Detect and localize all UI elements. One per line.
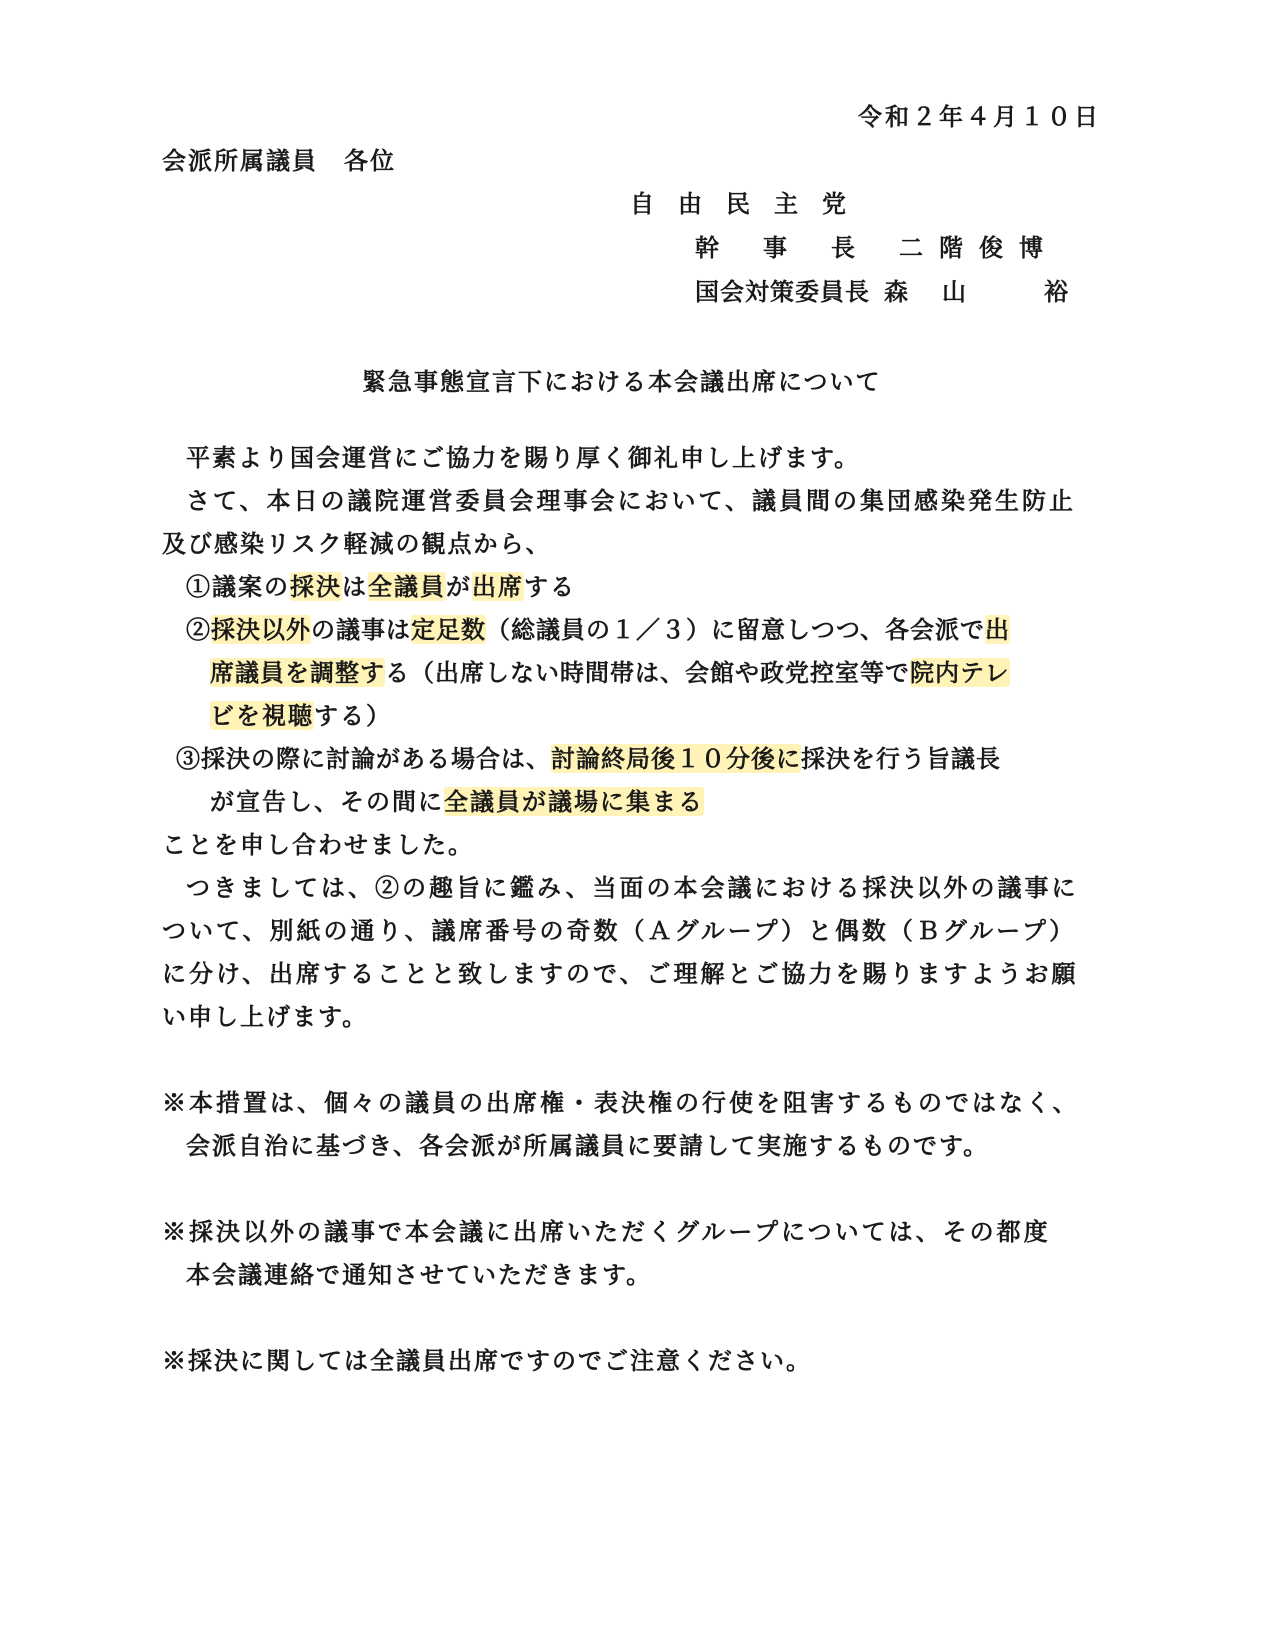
text-segment: する bbox=[524, 572, 576, 601]
item-3-line2 bbox=[210, 782, 704, 817]
item-3-line1 bbox=[176, 739, 1001, 774]
text-segment: する） bbox=[314, 701, 392, 730]
text-segment: 採決を行う旨議長 bbox=[801, 744, 1001, 773]
text-segment: ② bbox=[186, 615, 211, 644]
note-2-line2: 本会議連絡で通知させていただきます。 bbox=[186, 1260, 653, 1289]
note-1-line2: 会派自治に基づき、各会派が所属議員に要請して実施するものです。 bbox=[186, 1131, 990, 1160]
text-segment: が宣告し、その間に bbox=[210, 787, 444, 816]
secretary-general-title: 幹事長 bbox=[695, 233, 899, 262]
sender-secretary-general bbox=[695, 228, 1059, 263]
text-segment: ③採決の際に討論がある場合は、 bbox=[176, 744, 551, 773]
text-segment: ①議案の bbox=[186, 572, 290, 601]
highlighted-text: 採決 bbox=[290, 572, 342, 601]
text-segment: （総議員の１／３）に留意しつつ、各会派で bbox=[486, 615, 986, 644]
paragraph-greeting: 平素より国会運営にご協力を賜り厚く御礼申し上げます。 bbox=[186, 443, 861, 472]
highlighted-text: 採決以外 bbox=[211, 615, 311, 644]
paragraph-request-line1: つきましては、②の趣旨に鑑み、当面の本会議における採決以外の議事に bbox=[186, 873, 1079, 902]
item-1 bbox=[186, 567, 576, 602]
highlighted-text: 席議員を調整す bbox=[210, 658, 385, 687]
paragraph-agreement: ことを申し合わせました。 bbox=[162, 830, 474, 859]
item-2-line3 bbox=[210, 696, 392, 731]
paragraph-background-line1: さて、本日の議院運営委員会理事会において、議員間の集団感染発生防止 bbox=[186, 486, 1077, 515]
note-2-line1: ※採決以外の議事で本会議に出席いただくグループについては、その都度 bbox=[162, 1217, 1051, 1246]
highlighted-text: 定足数 bbox=[411, 615, 486, 644]
item-2-line2 bbox=[210, 653, 1010, 688]
sender-organization: 自由民主党 bbox=[630, 189, 870, 218]
document-date: 令和２年４月１０日 bbox=[858, 102, 1101, 131]
text-segment: る（出席しない時間帯は、会館や政党控室等で bbox=[385, 658, 910, 687]
diet-affairs-name: 森山 bbox=[884, 277, 1000, 306]
text-segment: は bbox=[342, 572, 368, 601]
sender-diet-affairs-chair bbox=[695, 272, 1070, 307]
addressee: 会派所属議員 各位 bbox=[162, 146, 396, 175]
highlighted-text: 討論終局後１０分後に bbox=[551, 744, 801, 773]
document-title: 緊急事態宣言下における本会議出席について bbox=[362, 367, 882, 396]
paragraph-request-line3: に分け、出席することと致しますので、ご理解とご協力を賜りますようお願 bbox=[162, 959, 1079, 988]
paragraph-background-line2: 及び感染リスク軽減の観点から、 bbox=[162, 529, 552, 558]
text-segment: の議事は bbox=[311, 615, 411, 644]
highlighted-text: 院内テレ bbox=[910, 658, 1010, 687]
highlighted-text: 全議員 bbox=[368, 572, 446, 601]
note-3: ※採決に関しては全議員出席ですのでご注意ください。 bbox=[162, 1346, 812, 1375]
highlighted-text: 出 bbox=[985, 615, 1011, 644]
note-1-line1: ※本措置は、個々の議員の出席権・表決権の行使を阻害するものではなく、 bbox=[162, 1088, 1080, 1117]
diet-affairs-title: 国会対策委員長 bbox=[695, 277, 870, 306]
highlighted-text: 全議員が議場に集まる bbox=[444, 787, 704, 816]
paragraph-request-line2: ついて、別紙の通り、議席番号の奇数（Ａグループ）と偶数（Ｂグループ） bbox=[162, 916, 1077, 945]
diet-affairs-name-last: 裕 bbox=[1044, 277, 1070, 306]
paragraph-request-line4: い申し上げます。 bbox=[162, 1002, 369, 1031]
text-segment: が bbox=[446, 572, 472, 601]
highlighted-text: 出席 bbox=[472, 572, 524, 601]
item-2-line1 bbox=[186, 610, 1010, 645]
highlighted-text: ビを視聴 bbox=[210, 701, 314, 730]
secretary-general-name: 二階俊博 bbox=[899, 233, 1059, 262]
